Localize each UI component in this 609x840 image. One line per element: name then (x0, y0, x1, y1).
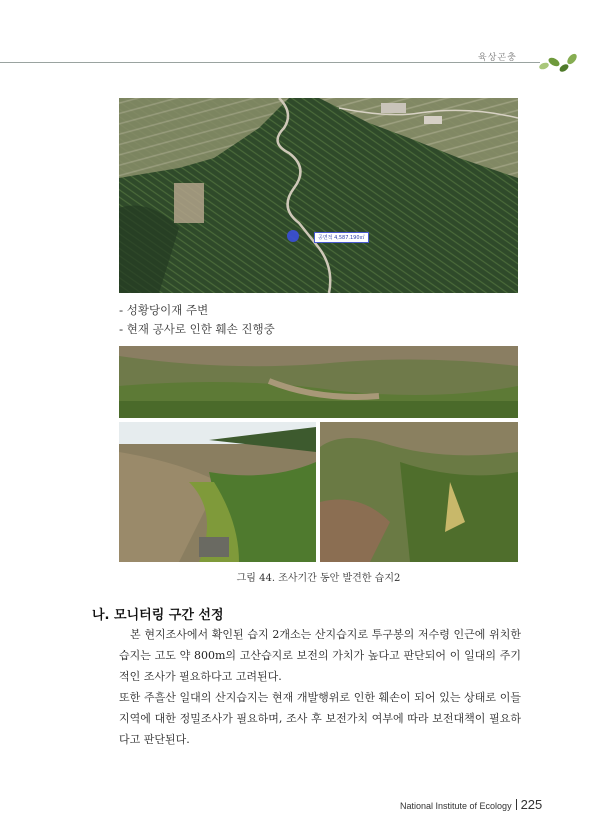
page-number: 225 (520, 797, 543, 812)
footer-separator (516, 799, 517, 810)
wetland-photo-right (320, 422, 518, 562)
header-rule (0, 62, 540, 63)
paragraph-2: 또한 주흘산 일대의 산지습지는 현재 개발행위로 인한 훼손이 되어 있는 상태로 이들 지역에 대한 정밀조사가 필요하며, 조사 후 보전가치 여부에 따라 보전대책이 필요하다고 판단된다. (119, 691, 521, 746)
bullet-damage: - 현재 공사로 인한 훼손 진행중 (119, 322, 275, 336)
bullet-location: - 성황당이재 주변 (119, 303, 209, 317)
wetland-photo-left (119, 422, 316, 562)
leaf-icon (536, 48, 580, 78)
map-area-label: 공면적 4,587.190㎡ (314, 232, 369, 243)
satellite-map-photo (119, 98, 518, 293)
section-heading: 나. 모니터링 구간 선정 (92, 608, 224, 623)
figure-caption: 그림 44. 조사기간 동안 발견한 습지2 (236, 573, 401, 584)
paragraph-1: 본 현지조사에서 확인된 습지 2개소는 산지습지로 투구봉의 저수령 인근에 위치한 습지는 고도 약 800m의 고산습지로 보전의 가치가 높다고 판단되어 이 일대의 주기적인 조사가 필요하다고 고려된다. (119, 628, 521, 683)
wetland-photo-wide (119, 346, 518, 418)
header-section-label: 육상곤충 (478, 53, 517, 63)
page-footer (400, 797, 542, 812)
footer-institute: National Institute of Ecology (400, 801, 512, 811)
